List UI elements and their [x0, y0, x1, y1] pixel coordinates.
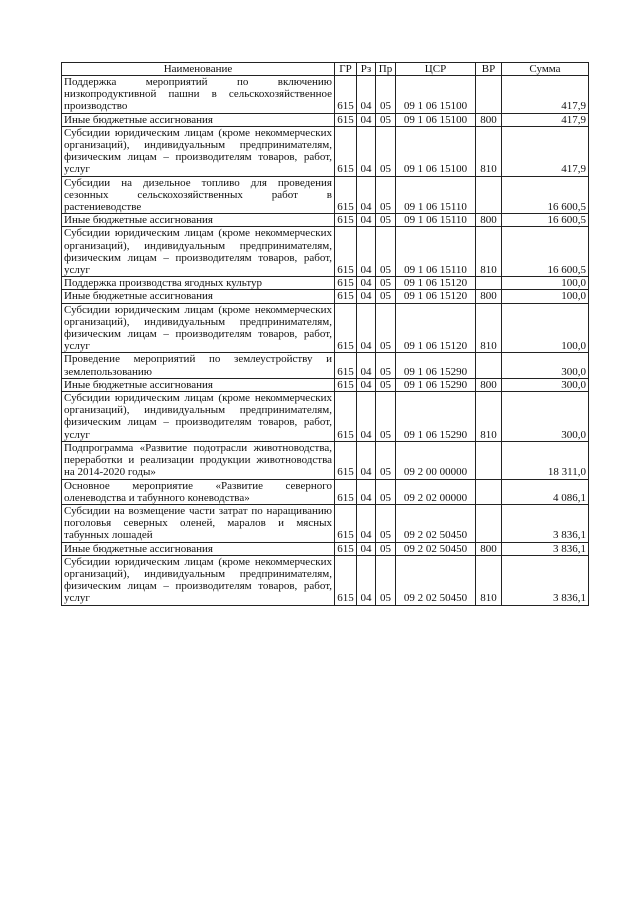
row-csr: 09 2 02 50450 — [396, 504, 476, 542]
table-row — [62, 176, 589, 214]
row-gr: 615 — [335, 214, 357, 227]
row-rz: 04 — [357, 504, 376, 542]
row-csr: 09 1 06 15290 — [396, 378, 476, 391]
row-csr: 09 1 06 15100 — [396, 126, 476, 176]
table-row — [62, 290, 589, 303]
row-name: Субсидии юридическим лицам (кроме некоммерческих организаций), индивидуальным предпринимателям, физическим лицам – производителям товаров, работ, услуг — [62, 126, 335, 176]
row-sum: 300,0 — [502, 353, 589, 378]
row-rz: 04 — [357, 176, 376, 214]
row-pr: 05 — [376, 214, 396, 227]
row-vr: 800 — [476, 214, 502, 227]
table-body — [62, 76, 589, 606]
row-csr: 09 1 06 15100 — [396, 113, 476, 126]
row-csr: 09 1 06 15100 — [396, 76, 476, 114]
table-row — [62, 479, 589, 504]
header-gr: ГР — [335, 63, 357, 76]
row-gr: 615 — [335, 126, 357, 176]
row-rz: 04 — [357, 126, 376, 176]
row-vr — [476, 504, 502, 542]
row-gr: 615 — [335, 277, 357, 290]
row-pr: 05 — [376, 353, 396, 378]
row-rz: 04 — [357, 378, 376, 391]
row-sum: 16 600,5 — [502, 227, 589, 277]
row-gr: 615 — [335, 441, 357, 479]
row-csr: 09 1 06 15110 — [396, 176, 476, 214]
row-name: Проведение мероприятий по землеустройству и землепользованию — [62, 353, 335, 378]
row-name: Иные бюджетные ассигнования — [62, 214, 335, 227]
row-vr — [476, 277, 502, 290]
table-row — [62, 504, 589, 542]
row-csr: 09 1 06 15110 — [396, 227, 476, 277]
row-rz: 04 — [357, 479, 376, 504]
row-vr: 800 — [476, 290, 502, 303]
row-rz: 04 — [357, 441, 376, 479]
row-pr: 05 — [376, 378, 396, 391]
row-gr: 615 — [335, 176, 357, 214]
row-gr: 615 — [335, 113, 357, 126]
row-pr: 05 — [376, 441, 396, 479]
row-sum: 16 600,5 — [502, 176, 589, 214]
header-rz: Рз — [357, 63, 376, 76]
row-sum: 300,0 — [502, 378, 589, 391]
row-sum: 417,9 — [502, 113, 589, 126]
row-rz: 04 — [357, 353, 376, 378]
row-csr: 09 1 06 15120 — [396, 290, 476, 303]
row-pr: 05 — [376, 479, 396, 504]
table-row — [62, 303, 589, 353]
row-gr: 615 — [335, 76, 357, 114]
row-csr: 09 1 06 15120 — [396, 277, 476, 290]
row-sum: 3 836,1 — [502, 542, 589, 555]
row-vr — [476, 176, 502, 214]
row-pr: 05 — [376, 303, 396, 353]
row-csr: 09 1 06 15290 — [396, 353, 476, 378]
row-pr: 05 — [376, 290, 396, 303]
row-vr — [476, 441, 502, 479]
row-gr: 615 — [335, 353, 357, 378]
row-sum: 3 836,1 — [502, 504, 589, 542]
row-vr: 800 — [476, 113, 502, 126]
row-rz: 04 — [357, 303, 376, 353]
table-row — [62, 555, 589, 605]
header-name: Наименование — [62, 63, 335, 76]
row-vr: 810 — [476, 303, 502, 353]
row-name: Поддержка мероприятий по включению низкопродуктивной пашни в сельскохозяйственное производство — [62, 76, 335, 114]
table-row — [62, 441, 589, 479]
row-pr: 05 — [376, 504, 396, 542]
table-row — [62, 542, 589, 555]
row-sum: 3 836,1 — [502, 555, 589, 605]
row-gr: 615 — [335, 378, 357, 391]
row-gr: 615 — [335, 290, 357, 303]
row-gr: 615 — [335, 303, 357, 353]
row-pr: 05 — [376, 555, 396, 605]
row-csr: 09 1 06 15290 — [396, 392, 476, 442]
row-sum: 4 086,1 — [502, 479, 589, 504]
header-pr: Пр — [376, 63, 396, 76]
row-gr: 615 — [335, 479, 357, 504]
row-vr: 800 — [476, 378, 502, 391]
row-rz: 04 — [357, 214, 376, 227]
header-vr: ВР — [476, 63, 502, 76]
row-vr: 810 — [476, 555, 502, 605]
row-rz: 04 — [357, 290, 376, 303]
row-name: Подпрограмма «Развитие подотрасли животноводства, переработки и реализации продукции животноводства на 2014-2020 годы» — [62, 441, 335, 479]
row-vr — [476, 353, 502, 378]
row-pr: 05 — [376, 113, 396, 126]
row-rz: 04 — [357, 113, 376, 126]
table-row — [62, 214, 589, 227]
row-sum: 417,9 — [502, 126, 589, 176]
row-gr: 615 — [335, 227, 357, 277]
row-vr — [476, 479, 502, 504]
row-pr: 05 — [376, 76, 396, 114]
row-name: Субсидии юридическим лицам (кроме некоммерческих организаций), индивидуальным предпринимателям, физическим лицам – производителям товаров, работ, услуг — [62, 227, 335, 277]
row-name: Субсидии на дизельное топливо для проведения сезонных сельскохозяйственных работ в растениеводстве — [62, 176, 335, 214]
row-rz: 04 — [357, 555, 376, 605]
table-row — [62, 113, 589, 126]
row-gr: 615 — [335, 555, 357, 605]
row-name: Основное мероприятие «Развитие северного оленеводства и табунного коневодства» — [62, 479, 335, 504]
table-header-row — [62, 63, 589, 76]
row-name: Субсидии на возмещение части затрат по наращиванию поголовья северных оленей, маралов и мясных табунных лошадей — [62, 504, 335, 542]
row-rz: 04 — [357, 542, 376, 555]
row-pr: 05 — [376, 126, 396, 176]
row-sum: 100,0 — [502, 303, 589, 353]
row-name: Иные бюджетные ассигнования — [62, 378, 335, 391]
row-csr: 09 1 06 15110 — [396, 214, 476, 227]
row-sum: 100,0 — [502, 290, 589, 303]
table-row — [62, 392, 589, 442]
row-rz: 04 — [357, 392, 376, 442]
row-pr: 05 — [376, 176, 396, 214]
row-gr: 615 — [335, 504, 357, 542]
row-name: Субсидии юридическим лицам (кроме некоммерческих организаций), индивидуальным предпринимателям, физическим лицам – производителям товаров, работ, услуг — [62, 392, 335, 442]
row-vr: 810 — [476, 126, 502, 176]
table-row — [62, 353, 589, 378]
row-pr: 05 — [376, 542, 396, 555]
table-row — [62, 126, 589, 176]
row-csr: 09 2 00 00000 — [396, 441, 476, 479]
row-sum: 100,0 — [502, 277, 589, 290]
row-csr: 09 1 06 15120 — [396, 303, 476, 353]
row-name: Субсидии юридическим лицам (кроме некоммерческих организаций), индивидуальным предпринимателям, физическим лицам – производителям товаров, работ, услуг — [62, 555, 335, 605]
row-vr: 800 — [476, 542, 502, 555]
row-rz: 04 — [357, 277, 376, 290]
row-csr: 09 2 02 00000 — [396, 479, 476, 504]
row-gr: 615 — [335, 542, 357, 555]
table-row — [62, 378, 589, 391]
row-sum: 300,0 — [502, 392, 589, 442]
row-name: Иные бюджетные ассигнования — [62, 542, 335, 555]
row-gr: 615 — [335, 392, 357, 442]
row-name: Субсидии юридическим лицам (кроме некоммерческих организаций), индивидуальным предпринимателям, физическим лицам – производителям товаров, работ, услуг — [62, 303, 335, 353]
row-pr: 05 — [376, 277, 396, 290]
row-vr — [476, 76, 502, 114]
budget-table — [61, 62, 589, 606]
header-sum: Сумма — [502, 63, 589, 76]
table-row — [62, 227, 589, 277]
row-name: Поддержка производства ягодных культур — [62, 277, 335, 290]
row-sum: 417,9 — [502, 76, 589, 114]
row-csr: 09 2 02 50450 — [396, 542, 476, 555]
row-vr: 810 — [476, 227, 502, 277]
row-csr: 09 2 02 50450 — [396, 555, 476, 605]
row-name: Иные бюджетные ассигнования — [62, 113, 335, 126]
row-pr: 05 — [376, 227, 396, 277]
row-name: Иные бюджетные ассигнования — [62, 290, 335, 303]
header-csr: ЦСР — [396, 63, 476, 76]
row-vr: 810 — [476, 392, 502, 442]
row-pr: 05 — [376, 392, 396, 442]
row-sum: 18 311,0 — [502, 441, 589, 479]
table-row — [62, 76, 589, 114]
row-sum: 16 600,5 — [502, 214, 589, 227]
row-rz: 04 — [357, 227, 376, 277]
table-row — [62, 277, 589, 290]
row-rz: 04 — [357, 76, 376, 114]
